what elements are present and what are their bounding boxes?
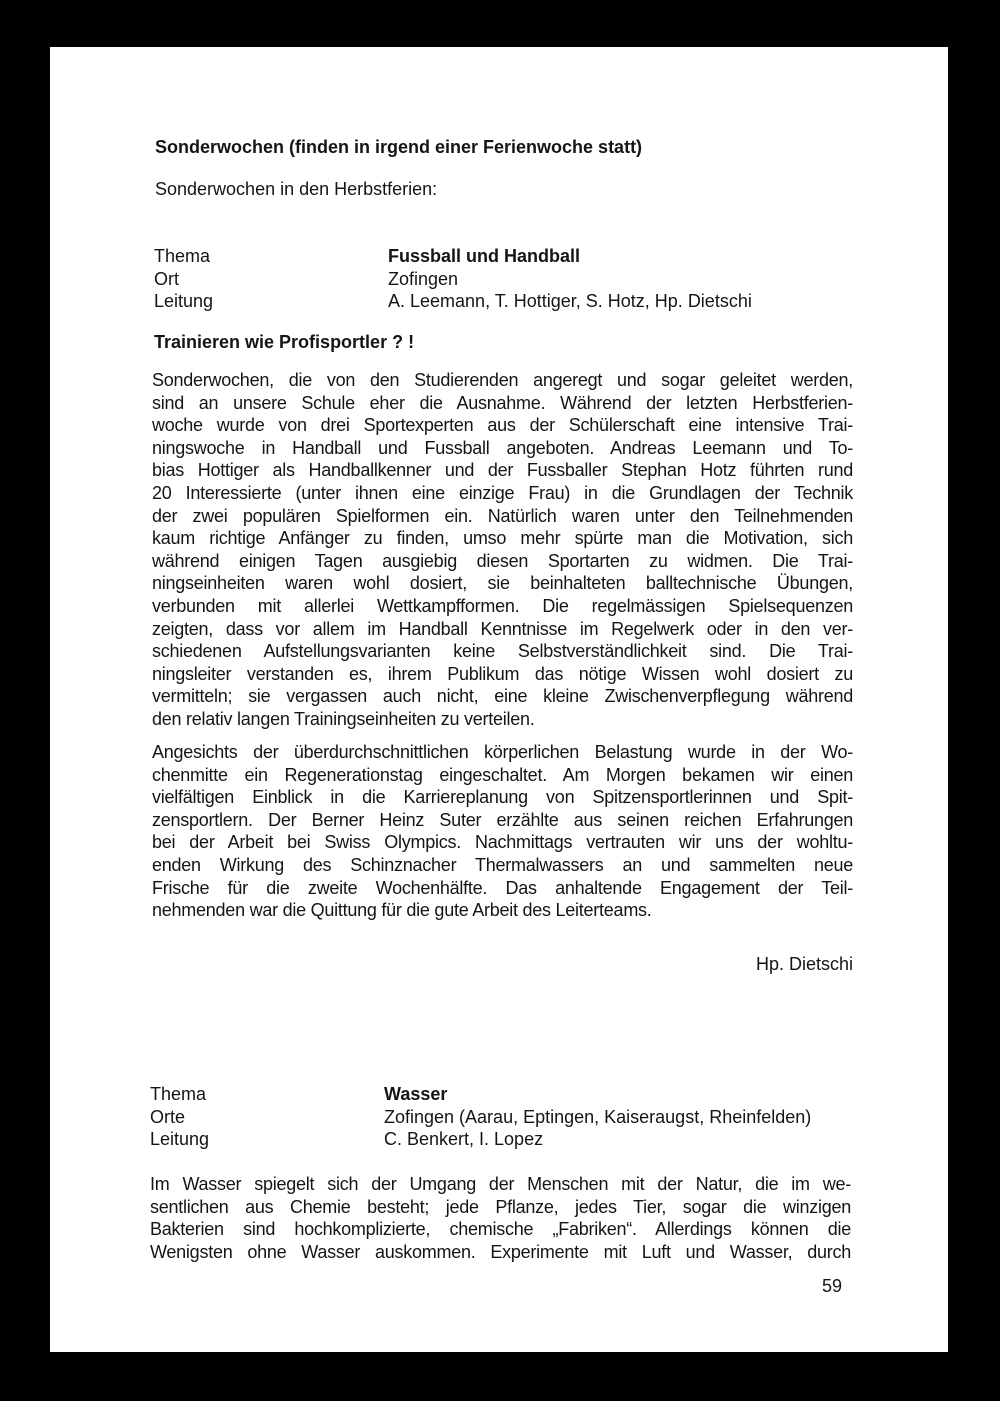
- value-ort: Zofingen: [388, 268, 459, 289]
- paragraph-line: schiedenen Aufstellungsvarianten keine Selbstverständlichkeit sind. Die Trai-: [152, 641, 853, 662]
- page-number: 59: [822, 1276, 843, 1296]
- section1-title: Trainieren wie Profisportler ? !: [154, 332, 415, 352]
- section1-labels: [154, 245, 213, 313]
- paragraph-line: vielfältigen Einblick in die Karriereplanung von Spitzensportlerinnen und Spit-: [152, 787, 853, 808]
- paragraph-line: ningseinheiten waren wohl dosiert, sie beinhalteten balltechnische Übungen,: [152, 573, 853, 594]
- label-thema: Thema: [154, 246, 211, 266]
- paragraph-line: chenmitte ein Regenerationstag eingeschaltet. Am Morgen bekamen wir einen: [152, 764, 853, 785]
- value-orte: Zofingen (Aarau, Eptingen, Kaiseraugst, Rheinfelden): [384, 1106, 812, 1127]
- paragraph-line: 20 Interessierte (unter ihnen eine einzige Frau) in die Grundlagen der Technik: [152, 482, 853, 503]
- paragraph-line: enden Wirkung des Schinznacher Thermalwassers an und sammelten neue: [152, 854, 853, 875]
- paragraph-line: der zwei populären Spielformen ein. Natürlich waren unter den Teilnehmenden: [152, 505, 853, 526]
- section2-labels: [150, 1083, 209, 1151]
- signature: Hp. Dietschi: [755, 954, 853, 974]
- paragraph-line: Wenigsten ohne Wasser auskommen. Experimente mit Luft und Wasser, durch: [150, 1241, 851, 1262]
- section2-values: [384, 1083, 811, 1151]
- subheading: Sonderwochen in den Herbstferien:: [155, 179, 438, 199]
- paragraph-line: Angesichts der überdurchschnittlichen körperlichen Belastung wurde in der Wo-: [152, 742, 853, 762]
- paragraph-line: nehmenden war die Quittung für die gute Arbeit des Leiterteams.: [152, 900, 652, 921]
- paragraph-line: Sonderwochen, die von den Studierenden angeregt und sogar geleitet werden,: [152, 370, 853, 390]
- paragraph-line: zeigten, dass vor allem im Handball Kenntnisse im Regelwerk oder in den ver-: [152, 618, 853, 639]
- paragraph-line: zensportlern. Der Berner Heinz Suter erzählte aus seinen reichen Erfahrungen: [152, 809, 853, 830]
- paragraph-line: bias Hottiger als Handballkenner und der Fussballer Stephan Hotz führten rund: [152, 460, 853, 481]
- paragraph-line: sentlichen aus Chemie besteht; jede Pflanze, jedes Tier, sogar die winzigen: [150, 1196, 851, 1217]
- label-thema: Thema: [150, 1084, 207, 1104]
- label-leitung: Leitung: [150, 1129, 210, 1149]
- paragraph: [152, 741, 853, 922]
- value-thema: Fussball und Handball: [388, 246, 581, 266]
- value-leitung: C. Benkert, I. Lopez: [384, 1129, 544, 1149]
- paragraph-line: während einigen Tagen ausgiebig diesen Sportarten zu widmen. Die Trai-: [152, 550, 853, 571]
- paragraph-line: Im Wasser spiegelt sich der Umgang der Menschen mit der Natur, die im we-: [150, 1174, 851, 1194]
- paragraph-line: ningswoche in Handball und Fussball angeboten. Andreas Leemann und To-: [152, 437, 853, 458]
- paragraph-line: Frische für die zweite Wochenhälfte. Das anhaltende Engagement der Teil-: [152, 877, 853, 898]
- paragraph-line: vermitteln; sie vergassen auch nicht, eine kleine Zwischenverpflegung während: [152, 686, 853, 707]
- value-thema: Wasser: [384, 1084, 448, 1104]
- paragraph-line: sind an unsere Schule eher die Ausnahme. Während der letzten Herbstferien-: [152, 392, 853, 413]
- page-heading: Sonderwochen (finden in irgend einer Ferienwoche statt): [155, 137, 643, 157]
- paragraph-line: kaum richtige Anfänger zu finden, umso mehr spürte man die Motivation, sich: [152, 528, 853, 549]
- label-ort: Ort: [154, 268, 179, 289]
- label-orte: Orte: [150, 1106, 186, 1127]
- value-leitung: A. Leemann, T. Hottiger, S. Hotz, Hp. Dietschi: [388, 291, 752, 311]
- section1-values: [388, 245, 752, 313]
- paragraph-line: ningsleiter verstanden es, ihrem Publikum das nötige Wissen wohl dosiert zu: [152, 663, 853, 684]
- paragraph: [150, 1173, 851, 1263]
- label-leitung: Leitung: [154, 291, 214, 311]
- paragraph-line: bei der Arbeit bei Swiss Olympics. Nachmittags vertrauten wir uns der wohltu-: [152, 832, 853, 853]
- paragraph-line: Bakterien sind hochkomplizierte, chemische „Fabriken“. Allerdings können die: [150, 1219, 851, 1240]
- paragraph-line: verbunden mit allerlei Wettkampfformen. Die regelmässigen Spielsequenzen: [152, 595, 853, 616]
- paragraph-line: woche wurde von drei Sportexperten aus der Schülerschaft eine intensive Trai-: [152, 415, 853, 436]
- paragraph: [152, 369, 853, 731]
- paragraph-line: den relativ langen Trainingseinheiten zu verteilen.: [152, 708, 535, 729]
